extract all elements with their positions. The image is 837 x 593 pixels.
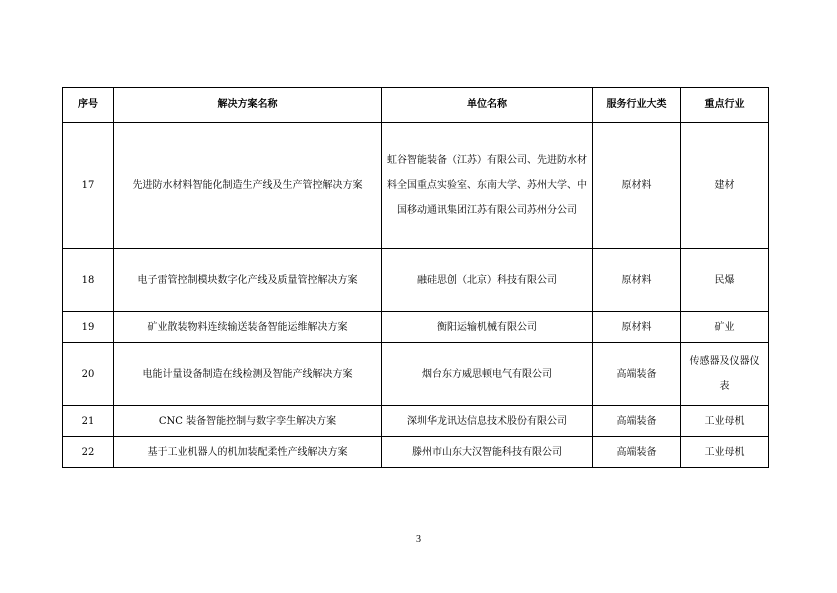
row-category: 高端装备 xyxy=(593,437,681,468)
row-solution: 矿业散装物料连续输送装备智能运维解决方案 xyxy=(114,312,382,343)
page-number: 3 xyxy=(416,534,421,545)
row-industry: 工业母机 xyxy=(681,406,769,437)
solutions-table xyxy=(62,87,769,468)
row-unit: 深圳华龙讯达信息技术股份有限公司 xyxy=(382,406,593,437)
row-serial: 22 xyxy=(63,437,114,468)
table-row xyxy=(63,406,769,437)
row-unit: 融硅思创（北京）科技有限公司 xyxy=(382,249,593,312)
row-category: 高端装备 xyxy=(593,343,681,406)
table-row xyxy=(63,437,769,468)
row-industry: 建材 xyxy=(681,123,769,249)
row-solution: 先进防水材料智能化制造生产线及生产管控解决方案 xyxy=(114,123,382,249)
header-key-industry: 重点行业 xyxy=(681,88,769,123)
row-solution: 基于工业机器人的机加装配柔性产线解决方案 xyxy=(114,437,382,468)
row-industry: 传感器及仪器仪表 xyxy=(681,343,769,406)
row-category: 高端装备 xyxy=(593,406,681,437)
table-row xyxy=(63,343,769,406)
header-solution-name: 解决方案名称 xyxy=(114,88,382,123)
row-industry: 矿业 xyxy=(681,312,769,343)
row-unit: 虹谷智能装备（江苏）有限公司、先进防水材料全国重点实验室、东南大学、苏州大学、中国移动通讯集团江苏有限公司苏州分公司 xyxy=(382,123,593,249)
row-unit: 滕州市山东大汉智能科技有限公司 xyxy=(382,437,593,468)
table-row xyxy=(63,123,769,249)
row-solution: CNC 装备智能控制与数字孪生解决方案 xyxy=(114,406,382,437)
row-unit: 衡阳运输机械有限公司 xyxy=(382,312,593,343)
row-serial: 17 xyxy=(63,123,114,249)
row-solution: 电子雷管控制模块数字化产线及质量管控解决方案 xyxy=(114,249,382,312)
row-category: 原材料 xyxy=(593,312,681,343)
row-unit: 烟台东方威思顿电气有限公司 xyxy=(382,343,593,406)
row-serial: 19 xyxy=(63,312,114,343)
table-header-row xyxy=(63,88,769,123)
row-category: 原材料 xyxy=(593,249,681,312)
row-serial: 20 xyxy=(63,343,114,406)
header-service-category: 服务行业大类 xyxy=(593,88,681,123)
row-serial: 21 xyxy=(63,406,114,437)
row-serial: 18 xyxy=(63,249,114,312)
table-row xyxy=(63,249,769,312)
row-industry: 工业母机 xyxy=(681,437,769,468)
row-industry: 民爆 xyxy=(681,249,769,312)
row-category: 原材料 xyxy=(593,123,681,249)
row-solution: 电能计量设备制造在线检测及智能产线解决方案 xyxy=(114,343,382,406)
table-row xyxy=(63,312,769,343)
header-serial: 序号 xyxy=(63,88,114,123)
header-unit-name: 单位名称 xyxy=(382,88,593,123)
